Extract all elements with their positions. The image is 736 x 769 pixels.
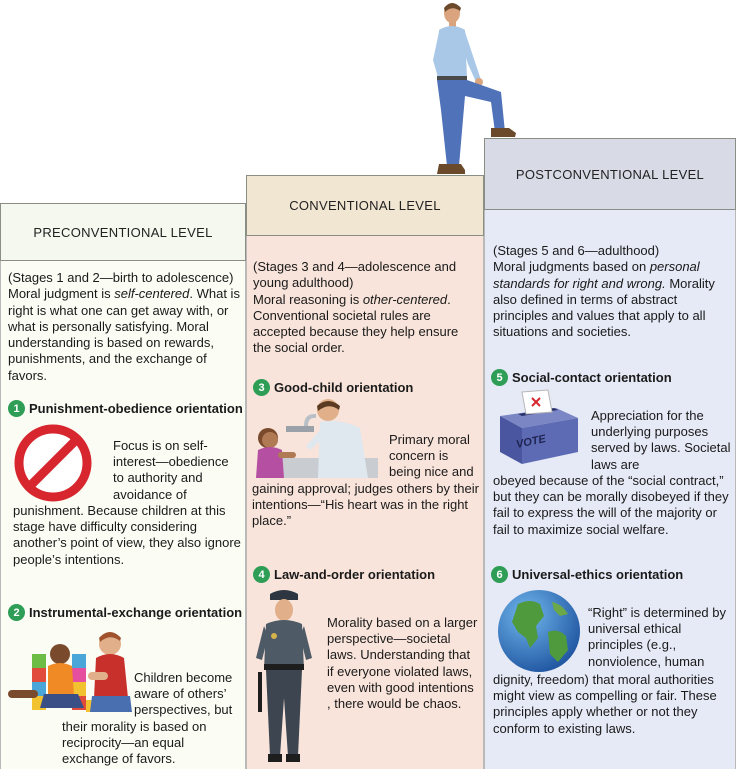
conventional-title: CONVENTIONAL LEVEL [289,198,441,213]
stage-2-description-b: their morality is based on reciprocity—an equal exchange of favors. [62,719,207,767]
ballot-box-illustration [492,388,584,466]
prohibition-sign-icon [12,422,94,504]
stage-3-heading [253,379,413,396]
postconventional-intro: (Stages 5 and 6—adulthood) Moral judgments based on personal standards for right and wrong. Morality also defined in terms of abstract principles and values that apply to all situations and societies. [493,243,715,340]
parent-and-child-washing-hands-illustration [250,398,385,478]
stage-4-name: Law-and-order orientation [274,567,436,582]
preconventional-header [0,203,246,261]
stage-3-name: Good-child orientation [274,380,414,395]
ballot-box-label: VOTE [515,433,547,451]
climbing-man-illustration [415,0,525,176]
stage-3-description-b: gaining approval; judges others by their intentions—“His heart was in the right place.” [252,481,479,529]
stage-4-description-a: Morality based on a larger perspective—societal laws. Understanding that if everyone violated laws, even with good intentions , there would be chaos. [327,615,478,712]
stage-6-heading [491,566,683,583]
stage-2-heading [8,604,242,621]
stage-5-number: 5 [491,369,508,386]
stage-3-description-a: Primary moral concern is being nice and [389,432,474,480]
conventional-header [246,175,484,236]
stage-1-description-a: Focus is on self-interest—obedience to authority and avoidance of [113,438,229,502]
stage-6-number: 6 [491,566,508,583]
stage-2-number: 2 [8,604,25,621]
preconventional-title: PRECONVENTIONAL LEVEL [33,224,213,240]
stage-5-heading [491,369,672,386]
conventional-intro: (Stages 3 and 4—adolescence and young adulthood) Moral reasoning is other-centered. Conventional societal rules are accepted because they help ensure the social order. [253,259,459,356]
children-playing-blocks-illustration [4,622,134,722]
stage-5-name: Social-contact orientation [512,370,672,385]
stage-5-description-b: obeyed because of the “social contract,” but they can be morally disobeyed if they fail to express the will of the majority or fail to maximize social welfare. [493,473,729,537]
stage-2-description-a: Children become aware of others’ perspectives, but [134,670,233,718]
stage-2-name: Instrumental-exchange orientation [29,605,243,620]
stage-3-number: 3 [253,379,270,396]
stage-1-number: 1 [8,400,25,417]
postconventional-title: POSTCONVENTIONAL LEVEL [515,166,705,182]
preconventional-intro: (Stages 1 and 2—birth to adolescence) Moral judgment is self-centered. What is right is what one can get away with, or what is personally satisfying. Moral understanding is based on rewards, punishments, and the exchange of favors. [8,270,240,383]
globe-icon [496,588,582,674]
stage-6-description-a: “Right” is determined by universal ethical principles (e.g., nonviolence, human [588,605,726,669]
stage-6-description-b: dignity, freedom) that moral authorities might view as compelling or fair. These principles apply whether or not they conform to existing laws. [493,672,717,736]
stage-1-heading [8,400,243,417]
stage-1-description-b: punishment. Because children at this stage have difficulty considering another’s point of view, they also ignore people’s intentions. [13,503,241,567]
stage-4-heading [253,566,435,583]
stage-4-number: 4 [253,566,270,583]
ballot-box-icon [492,388,584,466]
police-officer-illustration [252,588,316,768]
stage-5-description-a: Appreciation for the underlying purposes served by laws. Societal laws are [591,408,731,472]
stage-1-name: Punishment-obedience orientation [29,401,243,416]
stage-6-name: Universal-ethics orientation [512,567,684,582]
